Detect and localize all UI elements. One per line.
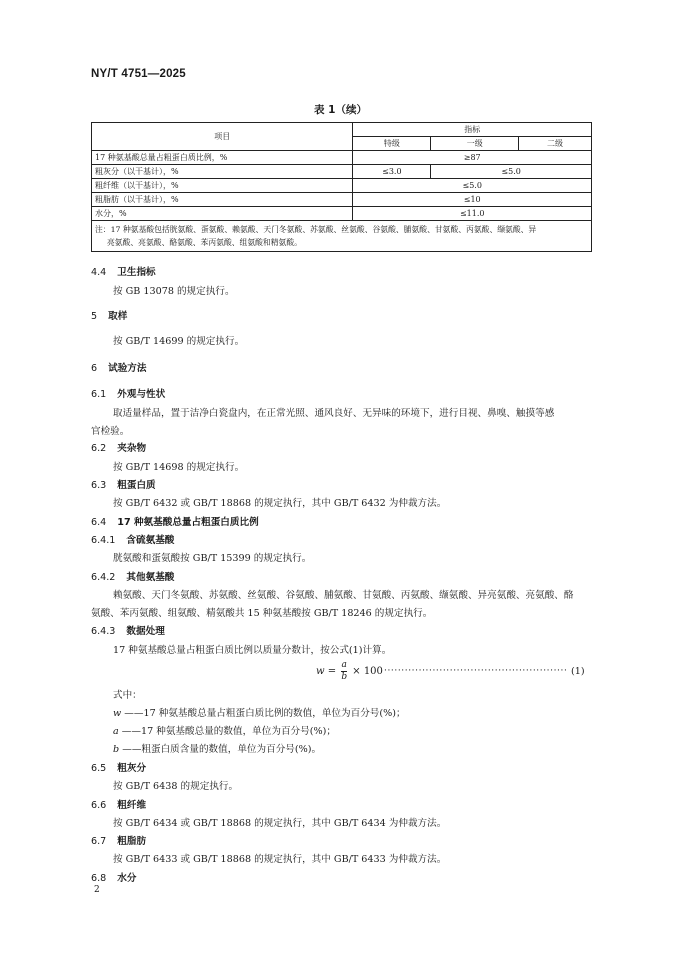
section-heading-6-5: 6.5 粗灰分	[91, 763, 147, 774]
header-grade-premium: 特级	[353, 137, 431, 151]
definition-w: w ——17 种氨基酸总量占粗蛋白质比例的数值，单位为百分号(%)；	[113, 708, 406, 719]
table-title: 表 1（续）	[314, 104, 367, 116]
section-text-6-4-2: 赖氨酸、天门冬氨酸、苏氨酸、丝氨酸、谷氨酸、脯氨酸、甘氨酸、丙氨酸、缬氨酸、异亮氨酸、亮氨酸、酪	[113, 590, 574, 601]
table-note	[92, 221, 592, 252]
section-heading-6-7: 6.7 粗脂肪	[91, 836, 147, 847]
definition-a: a ——17 种氨基酸总量的数值，单位为百分号(%)；	[113, 726, 336, 737]
formula-denominator: b	[341, 672, 348, 682]
section-heading-6-4-2: 6.4.2 其他氨基酸	[91, 572, 175, 583]
formula	[316, 660, 383, 683]
row-item: 粗灰分（以干基计），%	[92, 165, 353, 179]
header-index: 指标	[353, 123, 592, 137]
section-heading-5: 5 取样	[91, 311, 128, 322]
section-text-4-4: 按 GB 13078 的规定执行。	[113, 286, 235, 297]
header-grade-first: 一级	[431, 137, 519, 151]
table-row	[92, 207, 592, 221]
row-value-first-second: ≤5.0	[431, 165, 592, 179]
table-row	[92, 151, 592, 165]
table-header-row	[92, 123, 592, 137]
section-text-6-4-1: 胱氨酸和蛋氨酸按 GB/T 15399 的规定执行。	[113, 553, 312, 564]
section-text-6-1-cont: 官检验。	[91, 426, 130, 437]
section-heading-6-6: 6.6 粗纤维	[91, 800, 147, 811]
table-row	[92, 165, 592, 179]
row-item: 17 种氨基酸总量占粗蛋白质比例，%	[92, 151, 353, 165]
section-text-6-4-3: 17 种氨基酸总量占粗蛋白质比例以质量分数计，按公式(1)计算。	[113, 645, 392, 656]
section-heading-6-4-1: 6.4.1 含硫氨基酸	[91, 535, 175, 546]
definition-b: b ——粗蛋白质含量的数值，单位为百分号(%)。	[113, 744, 322, 755]
formula-number: (1)	[571, 666, 585, 677]
header-item: 项目	[92, 123, 353, 151]
section-text-6-7: 按 GB/T 6433 或 GB/T 18868 的规定执行，其中 GB/T 6433 为仲裁方法。	[113, 854, 447, 865]
formula-lhs: w =	[316, 666, 337, 677]
row-value: ≤11.0	[353, 207, 592, 221]
header-grade-second: 二级	[519, 137, 592, 151]
section-heading-6-4-3: 6.4.3 数据处理	[91, 626, 165, 637]
section-heading-4-4: 4.4 卫生指标	[91, 267, 156, 278]
row-item: 粗脂肪（以干基计），%	[92, 193, 353, 207]
section-heading-6-3: 6.3 粗蛋白质	[91, 480, 156, 491]
table-note-line: 注：17 种氨基酸包括胱氨酸、蛋氨酸、赖氨酸、天门冬氨酸、苏氨酸、丝氨酸、谷氨酸、脯氨酸、甘氨酸、丙氨酸、缬氨酸、异	[95, 225, 537, 234]
row-item: 粗纤维（以干基计），%	[92, 179, 353, 193]
section-heading-6: 6 试验方法	[91, 363, 147, 374]
formula-leader-dots: ·····················································	[384, 666, 568, 676]
table-note-line: 亮氨酸、亮氨酸、酪氨酸、苯丙氨酸、组氨酸和精氨酸。	[107, 238, 302, 247]
row-value: ≥87	[353, 151, 592, 165]
section-text-6-3: 按 GB/T 6432 或 GB/T 18868 的规定执行，其中 GB/T 6432 为仲裁方法。	[113, 498, 447, 509]
where-label: 式中：	[113, 690, 142, 701]
row-value: ≤10	[353, 193, 592, 207]
section-text-6-6: 按 GB/T 6434 或 GB/T 18868 的规定执行，其中 GB/T 6434 为仲裁方法。	[113, 818, 447, 829]
table-row	[92, 179, 592, 193]
section-heading-6-2: 6.2 夹杂物	[91, 443, 147, 454]
spec-table	[91, 122, 592, 252]
table-row	[92, 193, 592, 207]
formula-fraction	[341, 660, 347, 683]
section-text-6-5: 按 GB/T 6438 的规定执行。	[113, 781, 239, 792]
section-text-5: 按 GB/T 14699 的规定执行。	[113, 336, 245, 347]
table-note-row	[92, 221, 592, 252]
section-text-6-2: 按 GB/T 14698 的规定执行。	[113, 462, 245, 473]
section-text-6-4-2-cont: 氨酸、苯丙氨酸、组氨酸、精氨酸共 15 种氨基酸按 GB/T 18246 的规定执行。	[91, 608, 433, 619]
formula-numerator: a	[341, 660, 347, 670]
document-code: NY/T 4751—2025	[91, 68, 186, 80]
row-value-premium: ≤3.0	[353, 165, 431, 179]
row-item: 水分，%	[92, 207, 353, 221]
section-text-6-1: 取适量样品，置于洁净白瓷盘内，在正常光照、通风良好、无异味的环境下，进行目视、鼻嗅、触摸等感	[113, 408, 555, 419]
section-heading-6-8: 6.8 水分	[91, 873, 137, 884]
formula-rhs: × 100	[352, 666, 383, 677]
section-heading-6-4: 6.4 17 种氨基酸总量占粗蛋白质比例	[91, 517, 259, 528]
page-number: 2	[94, 885, 100, 895]
row-value: ≤5.0	[353, 179, 592, 193]
section-heading-6-1: 6.1 外观与性状	[91, 389, 166, 400]
